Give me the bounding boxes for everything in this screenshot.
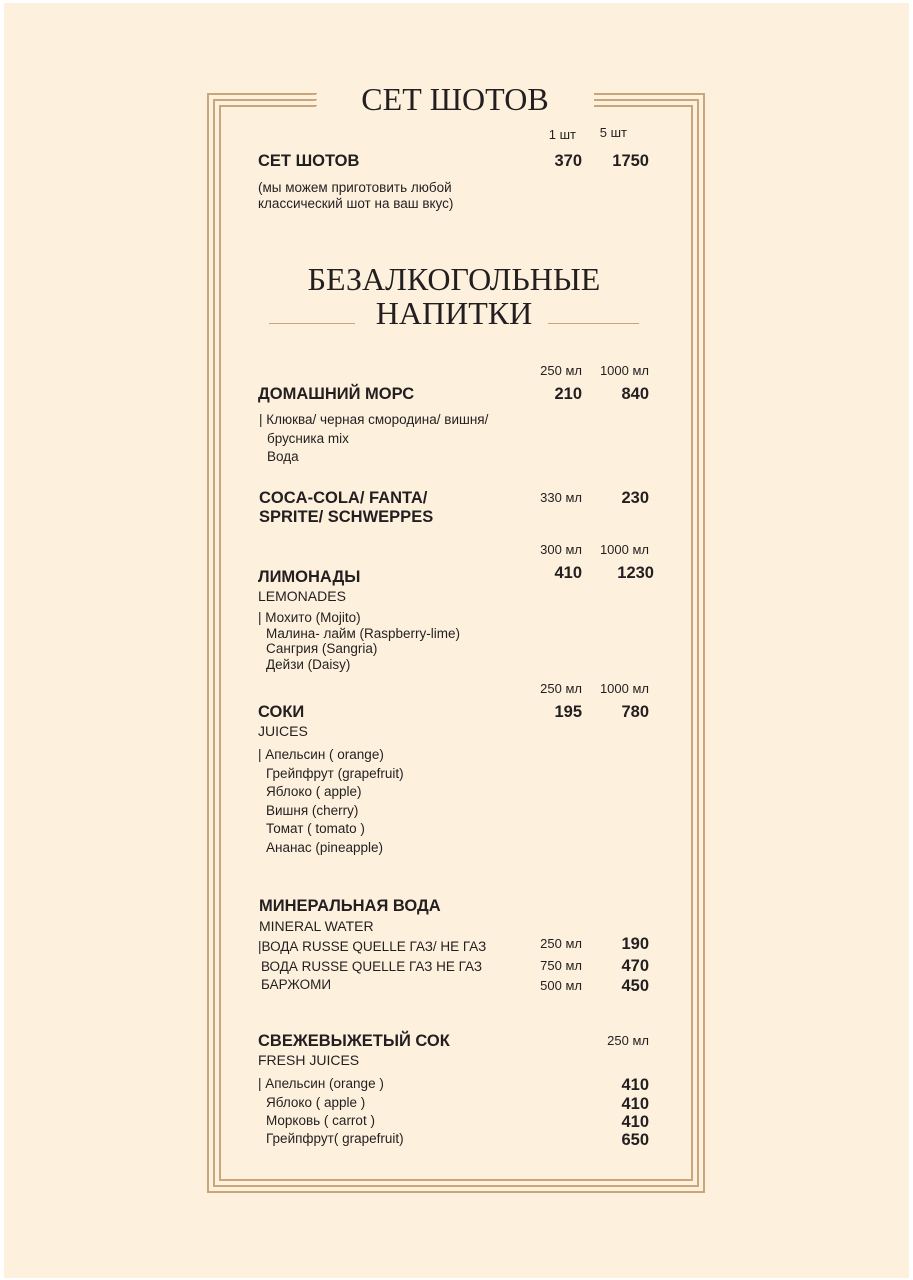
fresh-item-price: 410	[621, 1095, 649, 1113]
mineral-item-volume: 500 мл	[540, 978, 582, 993]
title-ornament-right	[594, 105, 691, 106]
list-item: | Апельсин ( orange)	[258, 747, 384, 762]
mors-name: ДОМАШНИЙ МОРС	[258, 385, 415, 403]
lemonades-price-300: 410	[554, 564, 582, 582]
juices-price-250: 195	[554, 703, 582, 721]
mineral-item-price: 450	[621, 977, 649, 995]
shots-col1-header: 1 шт	[548, 127, 576, 142]
menu-page	[4, 3, 909, 1278]
list-item: брусника mix	[267, 430, 349, 446]
lemonades-col2-header: 1000 мл	[599, 542, 649, 557]
list-item: Малина- лайм (Raspberry-lime)	[266, 625, 461, 641]
section-title-soft-drinks: БЕЗАЛКОГОЛЬНЫЕ	[307, 261, 601, 297]
fresh-item-price: 410	[621, 1113, 649, 1131]
cola-name: COCA-COLA/ FANTA/ SPRITE/ SCHWEPPES	[259, 489, 434, 526]
fresh-subtitle: FRESH JUICES	[258, 1052, 360, 1068]
shots-note: (мы можем приготовить любой классический шот на ваш вкус)	[258, 180, 454, 211]
title-ornament-left	[269, 323, 355, 324]
mors-price-250: 210	[554, 385, 582, 403]
section-title-shots: СЕТ ШОТОВ	[361, 81, 549, 117]
lemonades-description	[258, 610, 460, 672]
list-item: Яблоко ( apple)	[266, 784, 362, 799]
mineral-item-price: 190	[621, 935, 649, 953]
shots-price-5: 1750	[612, 152, 649, 170]
shots-item-name: СЕТ ШОТОВ	[258, 152, 360, 170]
fresh-item-price: 650	[621, 1131, 649, 1149]
cola-price: 230	[621, 489, 649, 507]
title-ornament-right	[594, 93, 703, 94]
fresh-item-name: Морковь ( carrot )	[266, 1113, 375, 1128]
juices-name: СОКИ	[258, 703, 305, 721]
title-ornament-right	[594, 99, 697, 100]
juices-col1-header: 250 мл	[540, 681, 582, 696]
title-ornament-left	[213, 99, 317, 100]
fresh-volume: 250 мл	[607, 1033, 649, 1048]
fresh-item-name: | Апельсин (orange )	[258, 1076, 384, 1091]
shots-col2-header: 5 шт	[599, 125, 627, 140]
mineral-item-volume: 750 мл	[540, 958, 582, 973]
fresh-item-name: Яблоко ( apple )	[266, 1095, 366, 1110]
mineral-item-name: ВОДА RUSSE QUELLE ГАЗ НЕ ГАЗ	[261, 959, 483, 974]
section-title-soft-drinks-2: НАПИТКИ	[375, 295, 533, 331]
lemonades-price-1000: 1230	[617, 564, 654, 582]
title-ornament-left	[207, 93, 317, 94]
mineral-name: МИНЕРАЛЬНАЯ ВОДА	[259, 897, 441, 915]
list-item: Вода	[267, 449, 299, 464]
fresh-item-price: 410	[621, 1076, 649, 1094]
juices-subtitle: JUICES	[258, 723, 308, 739]
mors-col2-header: 1000 мл	[599, 363, 649, 378]
mineral-subtitle: MINERAL WATER	[259, 918, 374, 934]
lemonades-name: ЛИМОНАДЫ	[258, 568, 361, 586]
title-ornament-right	[548, 323, 639, 324]
lemonades-subtitle: LEMONADES	[258, 588, 346, 604]
list-item: Сангрия (Sangria)	[266, 641, 378, 656]
list-item: Ананас (pineapple)	[266, 839, 383, 855]
mineral-item-price: 470	[621, 957, 649, 975]
juices-price-1000: 780	[621, 703, 649, 721]
list-item: Томат ( tomato )	[266, 821, 365, 836]
mineral-item-name: БАРЖОМИ	[261, 977, 332, 992]
list-item: Дейзи (Daisy)	[266, 656, 351, 672]
title-ornament-left	[219, 105, 317, 106]
fresh-name: СВЕЖЕВЫЖЕТЫЙ СОК	[258, 1032, 450, 1050]
mineral-item-name: |ВОДА RUSSE QUELLE ГАЗ/ НЕ ГАЗ	[258, 939, 487, 954]
juices-col2-header: 1000 мл	[599, 681, 649, 696]
mineral-item-volume: 250 мл	[540, 936, 582, 951]
juices-description	[258, 746, 404, 857]
lemonades-col1-header: 300 мл	[540, 542, 582, 557]
cola-volume: 330 мл	[540, 490, 582, 505]
fresh-item-name: Грейпфрут( grapefruit)	[266, 1131, 404, 1146]
list-item: | Мохито (Mojito)	[258, 610, 361, 625]
list-item: | Клюква/ черная смородина/ вишня/	[259, 412, 489, 427]
list-item: Грейпфрут (grapefruit)	[266, 765, 404, 781]
mors-col1-header: 250 мл	[540, 363, 582, 378]
mors-description	[259, 411, 488, 467]
mors-price-1000: 840	[621, 385, 649, 403]
list-item: Вишня (cherry)	[266, 802, 359, 818]
shots-price-1: 370	[554, 152, 582, 170]
